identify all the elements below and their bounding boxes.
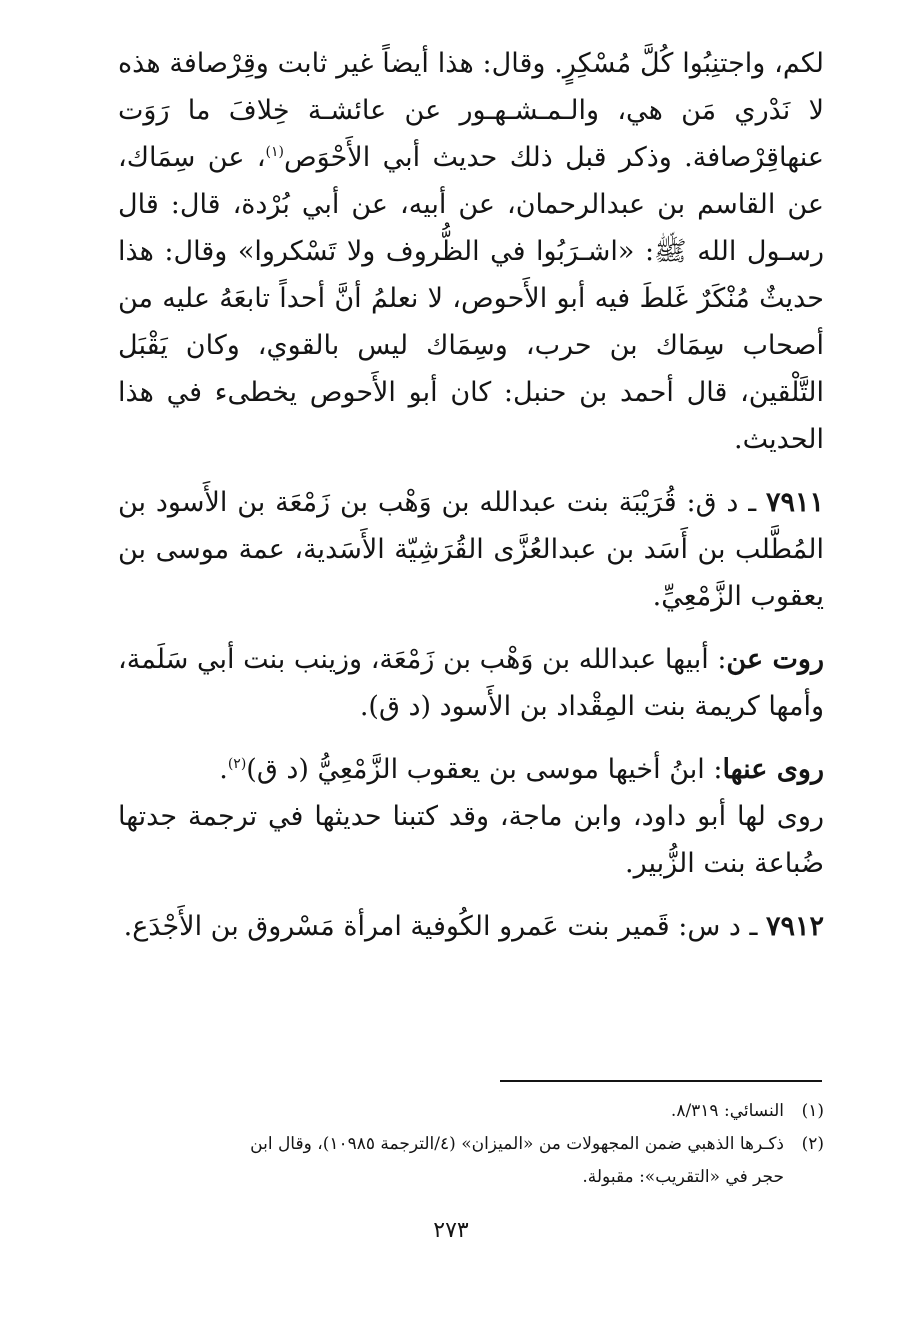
paragraph-text-2: روى لها أبو داود، وابن ماجة، وقد كتبنا حديثها في ترجمة جدتها ضُباعة بنت الزُّبير.: [118, 801, 824, 879]
footnote-1: [140, 1095, 824, 1128]
paragraph-text: : ابنُ أخيها موسى بن يعقوب الزَّمْعِيُّ (د ق): [246, 754, 723, 785]
paragraph-continuation: [118, 40, 824, 463]
footnotes: [140, 1095, 824, 1194]
footnote-ref-1[interactable]: (١): [265, 144, 285, 160]
footnote-number: (٢): [801, 1134, 824, 1154]
footnote-divider: [500, 1080, 822, 1082]
paragraph-text: ، عن سِمَاك، عن القاسم بن عبدالرحمان، عن أبيه، عن أبي بُرْدة، قال: قال رسـول الله ﷺ: «اشـرَبُوا في الظُّروف ولا تَسْكروا» وقال: هذا حديثٌ مُنْكَرٌ غَلطَ فيه أبو الأَحوص، لا نعلمُ أنَّ أحداً تابعَهُ عليه من أصحاب سِمَاك بن حرب، وسِمَاك ليس بالقوي، وكان يَقْبَل التَّلْقين، قال أحمد بن حنبل: كان أبو الأَحوص يخطىء في هذا الحديث.: [118, 142, 824, 455]
paragraph-text: .: [219, 754, 228, 785]
footnote-number: (١): [801, 1101, 824, 1121]
main-text: [118, 40, 824, 950]
footnote-2-continuation: حجر في «التقريب»: مقبولة.: [582, 1167, 784, 1187]
paragraph-text: : أبيها عبدالله بن وَهْب بن زَمْعَة، وزينب بنت أبي سَلَمة، وأمها كريمة بنت المِقْداد بن الأَسود (د ق).: [118, 644, 824, 722]
paragraph-text: لكم، واجتنِبُوا كُلَّ مُسْكِرٍ. وقال: هذا أيضاً غير ثابت وقِرْصافة هذه لا نَدْري مَن هي، والـمـشـهـور عن عائشـة خِلافَ ما رَوَت عنهاقِرْصافة. وذكر قبل ذلك حديث أبي الأَحْوَص: [118, 48, 825, 173]
footnote-2: [140, 1128, 824, 1161]
lead-label: روى عنها: [722, 754, 824, 785]
lead-label: روت عن: [726, 644, 824, 675]
entry-text: ـ د ق: قُرَيْبَة بنت عبدالله بن وَهْب بن زَمْعَة بن الأَسود بن المُطَّلب بن أَسَد بن عبدالعُزَّى القُرَشِيّة الأَسَدية، عمة موسى بن يعقوب الزَّمْعِيِّ.: [118, 487, 824, 612]
entry-7911: [118, 479, 824, 620]
entry-text: ـ د س: قَمير بنت عَمرو الكُوفية امرأة مَسْروق بن الأَجْدَع.: [123, 911, 766, 942]
narrated-by-paragraph: [118, 746, 824, 793]
narrated-from-paragraph: [118, 636, 824, 730]
page-number: ٢٧٣: [433, 1218, 469, 1243]
entry-7912: [118, 903, 824, 950]
footnote-text: النسائي: ٨/٣١٩.: [670, 1101, 784, 1121]
entry-number: ٧٩١٢: [765, 911, 824, 942]
footnote-ref-2[interactable]: (٢): [227, 756, 247, 772]
entry-number: ٧٩١١: [765, 487, 824, 518]
footnote-text: ذكـرها الذهبي ضمن المجهولات من «الميزان» (٤/الترجمة ١٠٩٨٥)، وقال ابن: [250, 1134, 784, 1154]
